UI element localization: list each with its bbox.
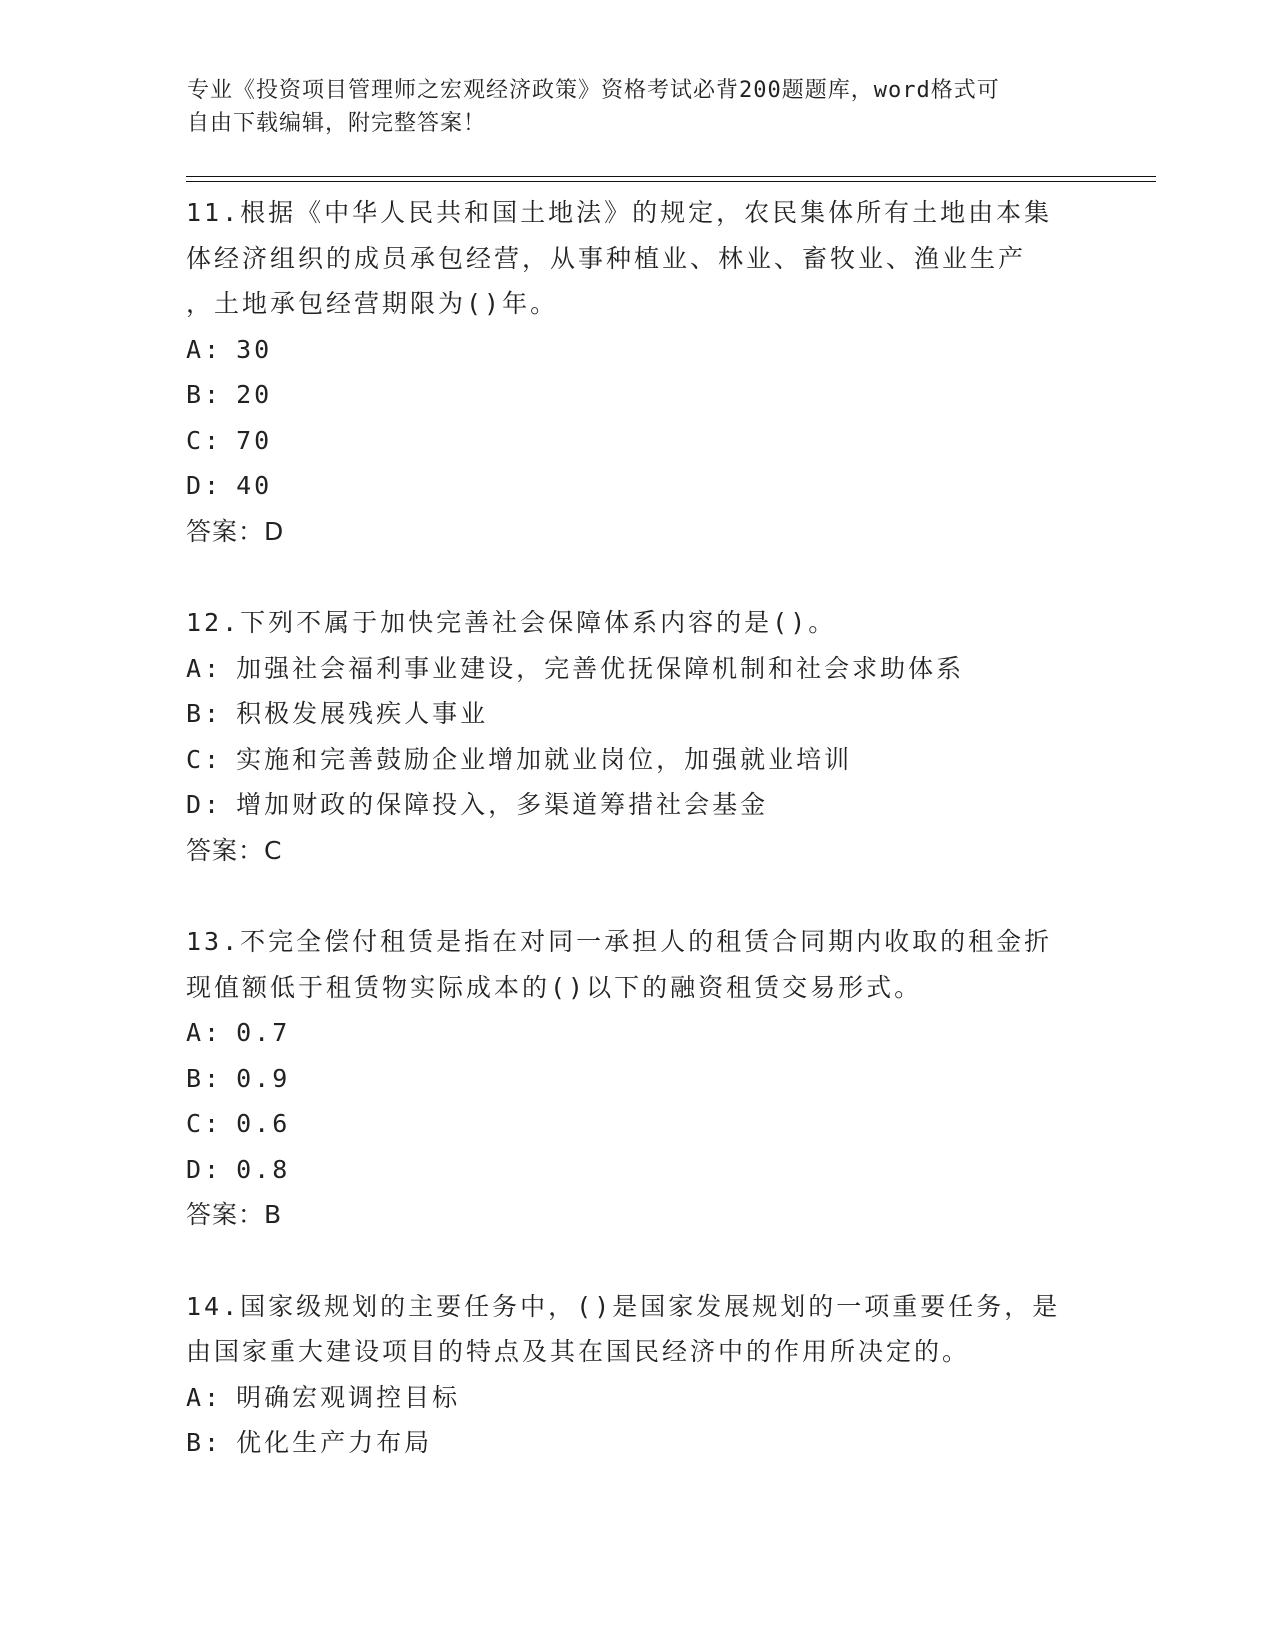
question-13 [186, 919, 1086, 1238]
option-d [186, 463, 1086, 509]
answer-line: 答案：C [186, 835, 283, 865]
header-line-1: 专业《投资项目管理师之宏观经济政策》资格考试必背200题题库，word格式可 [187, 78, 1000, 103]
question-11 [186, 190, 1086, 554]
option-text: 增加财政的保障投入，多渠道筹措社会基金 [236, 790, 769, 819]
option-a [186, 1010, 1086, 1056]
option-b [186, 1420, 1086, 1466]
option-text: 40 [236, 471, 273, 500]
question-text-line: 13.不完全偿付租赁是指在对同一承担人的租赁合同期内收取的租金折 [186, 927, 1053, 956]
question-list [186, 190, 1086, 1466]
header-divider-top [186, 176, 1156, 177]
option-text: 30 [236, 334, 273, 364]
option-letter: A: [186, 1018, 223, 1047]
answer-line: 答案：D [186, 516, 285, 546]
option-letter: D: [186, 790, 223, 819]
question-text-line: 体经济组织的成员承包经营，从事种植业、林业、畜牧业、渔业生产 [186, 243, 1027, 273]
question-text-line: 现值额低于租赁物实际成本的()以下的融资租赁交易形式。 [186, 972, 923, 1002]
option-letter: B: [186, 1063, 223, 1093]
option-text: 实施和完善鼓励企业增加就业岗位，加强就业培训 [236, 744, 853, 774]
question-text-line: 12.下列不属于加快完善社会保障体系内容的是()。 [186, 608, 837, 637]
option-text: 0.9 [236, 1063, 291, 1093]
option-text: 加强社会福利事业建设，完善优抚保障机制和社会求助体系 [236, 653, 965, 683]
option-letter: C: [186, 1109, 223, 1138]
option-a [186, 646, 1086, 692]
option-letter: C: [186, 425, 223, 455]
option-b [186, 691, 1086, 737]
answer-line: 答案：B [186, 1200, 283, 1229]
option-c [186, 737, 1086, 783]
option-text: 积极发展残疾人事业 [236, 699, 489, 728]
option-a [186, 327, 1086, 373]
header-line-2: 自由下载编辑，附完整答案！ [187, 111, 487, 136]
question-12 [186, 600, 1086, 873]
question-14 [186, 1284, 1086, 1466]
option-letter: B: [186, 1428, 223, 1457]
option-text: 0.7 [236, 1018, 291, 1047]
option-letter: B: [186, 699, 223, 728]
option-c [186, 418, 1086, 464]
question-text-line: 11.根据《中华人民共和国土地法》的规定，农民集体所有土地由本集 [186, 198, 1053, 227]
header-divider-bottom [186, 181, 1156, 182]
option-text: 20 [236, 380, 273, 409]
option-letter: B: [186, 380, 223, 409]
option-text: 70 [236, 425, 273, 455]
option-letter: D: [186, 1154, 223, 1184]
option-d [186, 1147, 1086, 1193]
option-letter: A: [186, 334, 223, 364]
question-text-line: ，土地承包经营期限为()年。 [186, 289, 559, 318]
question-text-line: 14.国家级规划的主要任务中，()是国家发展规划的一项重要任务，是 [186, 1291, 1061, 1321]
option-a [186, 1375, 1086, 1421]
option-b [186, 372, 1086, 418]
option-letter: C: [186, 744, 223, 774]
question-text-line: 由国家重大建设项目的特点及其在国民经济中的作用所决定的。 [186, 1337, 971, 1366]
option-letter: A: [186, 653, 223, 683]
option-text: 0.8 [236, 1154, 291, 1184]
document-header [187, 74, 1067, 140]
option-letter: D: [186, 471, 223, 500]
option-d [186, 782, 1086, 828]
option-text: 优化生产力布局 [236, 1428, 433, 1457]
option-letter: A: [186, 1382, 223, 1412]
option-text: 0.6 [236, 1109, 291, 1138]
option-text: 明确宏观调控目标 [236, 1382, 461, 1412]
option-c [186, 1101, 1086, 1147]
option-b [186, 1056, 1086, 1102]
